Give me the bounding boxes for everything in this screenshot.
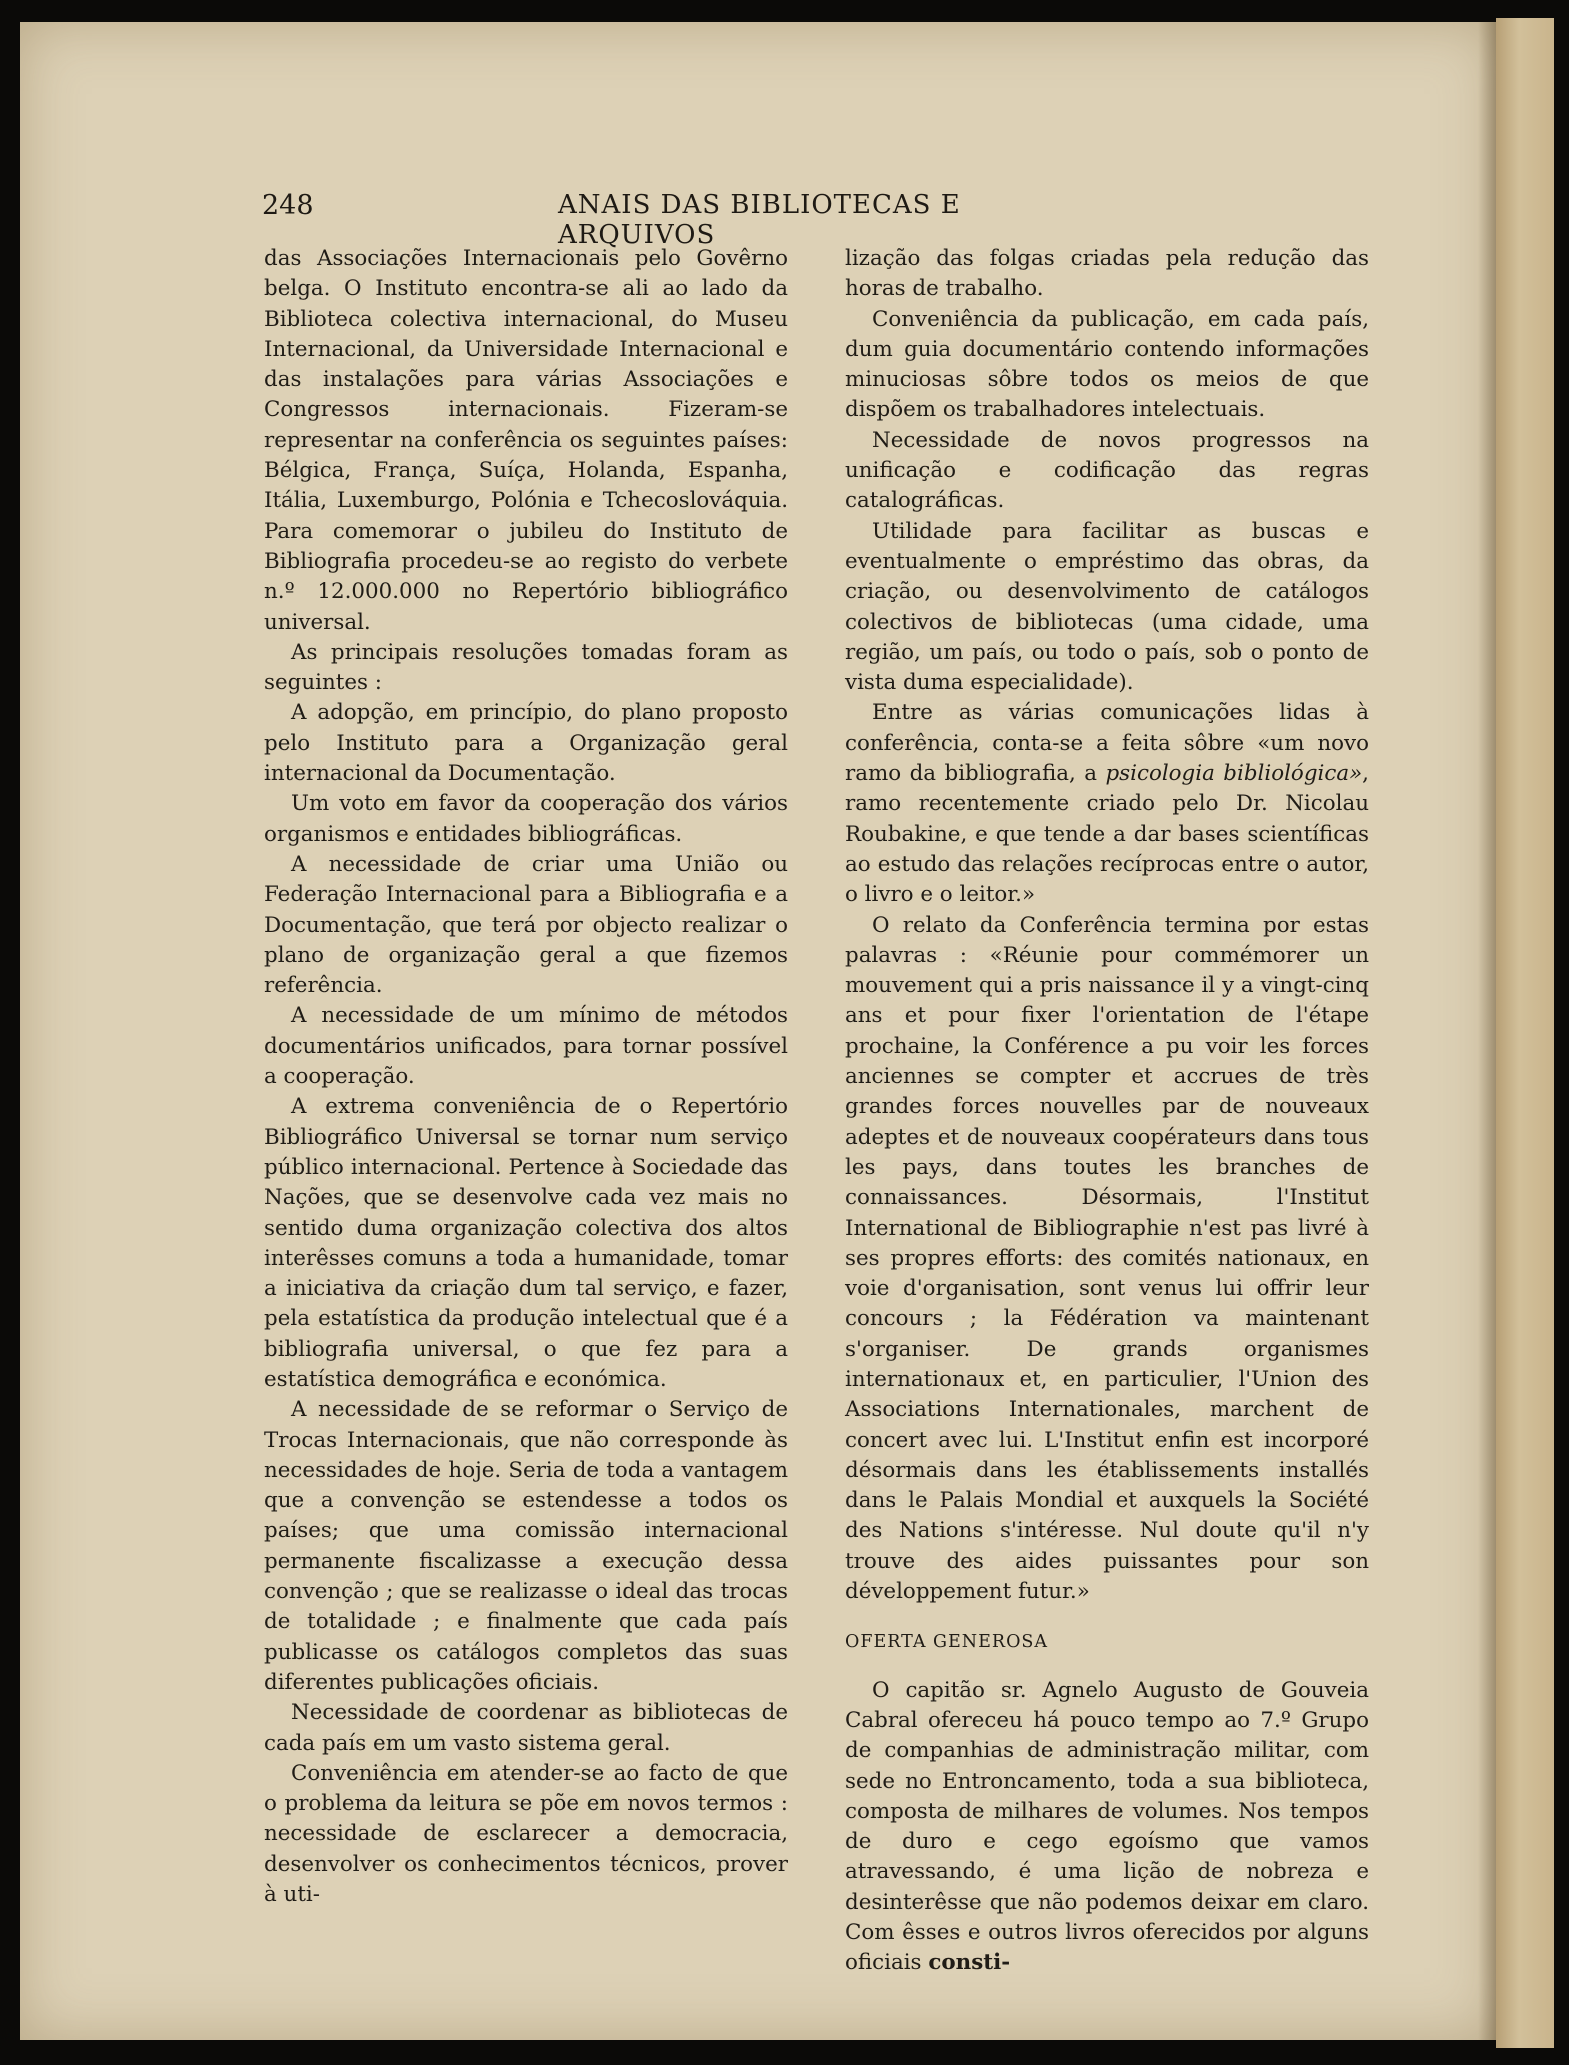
paragraph	[845, 1676, 1369, 1979]
paragraph: Conveniência da publicação, em cada país, dum guia documentário contendo informações minuciosas sôbre todos os meios de que dispõem os trabalhadores intelectuais.	[845, 306, 1369, 423]
paragraph: Um voto em favor da cooperação dos vários organismos e entidades bibliográficas.	[264, 791, 788, 847]
paragraph: A necessidade de se reformar o Serviço de Trocas Internacionais, que não corresponde às necessidades de hoje. Seria de toda a vantagem que a convenção se estendesse a todos os países; que uma comissão internacional permanente fiscalizasse a execução dessa convenção ; que se realizasse o ideal das trocas de totalidade ; e finalmente que cada país publicasse os catálogos completos das suas diferentes publicações oficiais.	[264, 1397, 788, 1695]
paragraph-text: , ramo recentemente criado pelo Dr. Nicolau Roubakine, e que tende a dar bases scientíficas ao estudo das relações recíprocas entre o autor, o livro e o leitor.»	[845, 761, 1369, 908]
italic-term: psicologia bibliológica»	[1105, 761, 1363, 787]
paragraph: A adopção, em princípio, do plano proposto pelo Instituto para a Organização geral internacional da Documentação.	[264, 700, 788, 787]
left-column	[264, 244, 788, 1910]
paragraph-text: Entre as várias comunicações lidas à conferência, conta-se a feita sôbre «um novo ramo da bibliografia, a	[845, 700, 1369, 787]
paragraph: A extrema conveniência de o Repertório Bibliográfico Universal se tornar num serviço público internacional. Pertence à Sociedade das Nações, que se desenvolve cada vez mais no sentido duma organização colectiva dos altos interêsses comuns a toda a humanidade, tomar a iniciativa da criação dum tal serviço, e fazer, pela estatística da produção intelectual que é a bibliografia universal, o que fez para a estatística demográfica e económica.	[264, 1094, 788, 1392]
paragraph: lização das folgas criadas pela redução das horas de trabalho.	[845, 246, 1369, 302]
page-number: 248	[262, 190, 314, 221]
paragraph: Necessidade de coordenar as bibliotecas de cada país em um vasto sistema geral.	[264, 1700, 788, 1756]
paragraph: das Associações Internacionais pelo Govêrno belga. O Instituto encontra-se ali ao lado da Biblioteca colectiva internacional, do Museu Internacional, da Universidade Internacional e das instalações para várias Associações e Congressos internacionais. Fizeram-se representar na conferência os seguintes países: Bélgica, França, Suíça, Holanda, Espanha, Itália, Luxemburgo, Polónia e Tchecoslováquia. Para comemorar o jubileu do Instituto de Bibliografia procedeu-se ao registo do verbete n.º 12.000.000 no Repertório bibliográfico universal.	[264, 246, 788, 635]
running-title: ANAIS DAS BIBLIOTECAS E ARQUIVOS	[558, 190, 961, 250]
paragraph	[845, 698, 1369, 910]
paragraph-text: O capitão sr. Agnelo Augusto de Gouveia Cabral ofereceu há pouco tempo ao 7.º Grupo de companhias de administração militar, com sede no Entroncamento, toda a sua biblioteca, composta de milhares de volumes. Nos tempos de duro e cego egoísmo que vamos atravessando, é uma lição de nobreza e desinterêsse que não podemos deixar em claro. Com êsses e outros livros oferecidos por alguns oficiais	[845, 1677, 1369, 1976]
quoted-paragraph: O relato da Conferência termina por estas palavras : «Réunie pour commémorer un mouvement qui a pris naissance il y a vingt-cinq ans et pour fixer l'orientation de l'étape prochaine, la Conférence a pu voir les forces anciennes se compter et accrues de très grandes forces nouvelles par de nouveaux adeptes et de nouveaux coopérateurs dans tous les pays, dans toutes les branches de connaissances. Désormais, l'Institut International de Bibliographie n'est pas livré à ses propres efforts: des comités nationaux, en voie d'organisation, sont venus lui offrir leur concours ; la Fédération va maintenant s'organiser. De grands organismes internationaux et, en particulier, l'Union des Associations Internationales, marchent de concert avec lui. L'Institut enfin est incorporé désormais dans les établissements installés dans le Palais Mondial et auxquels la Société des Nations s'intéresse. Nul doute qu'il n'y trouve des aides puissantes pour son développement futur.»	[845, 912, 1369, 1605]
facing-page-edge	[1496, 18, 1554, 2048]
paragraph: Conveniência em atender-se ao facto de que o problema da leitura se põe em novos termos : necessidade de esclarecer a democracia, desenvolver os conhecimentos técnicos, prover à uti-	[264, 1760, 788, 1908]
paragraph: Necessidade de novos progressos na unificação e codificação das regras catalográficas.	[845, 427, 1369, 514]
right-column	[845, 244, 1369, 1979]
paragraph: A necessidade de um mínimo de métodos documentários unificados, para tornar possível a cooperação.	[264, 1003, 788, 1090]
page-header	[262, 190, 1062, 250]
section-heading: OFERTA GENEROSA	[845, 1632, 1049, 1653]
paragraph: A necessidade de criar uma União ou Federação Internacional para a Bibliografia e a Documentação, que terá por objecto realizar o plano de organização geral a que fizemos referência.	[264, 851, 788, 999]
bold-word: consti-	[928, 1950, 1011, 1976]
paragraph: Utilidade para facilitar as buscas e eventualmente o empréstimo das obras, da criação, ou desenvolvimento de catálogos colectivos de bibliotecas (uma cidade, uma região, um país, ou todo o país, sob o ponto de vista duma especialidade).	[845, 518, 1369, 696]
paragraph: As principais resoluções tomadas foram as seguintes :	[264, 639, 788, 696]
